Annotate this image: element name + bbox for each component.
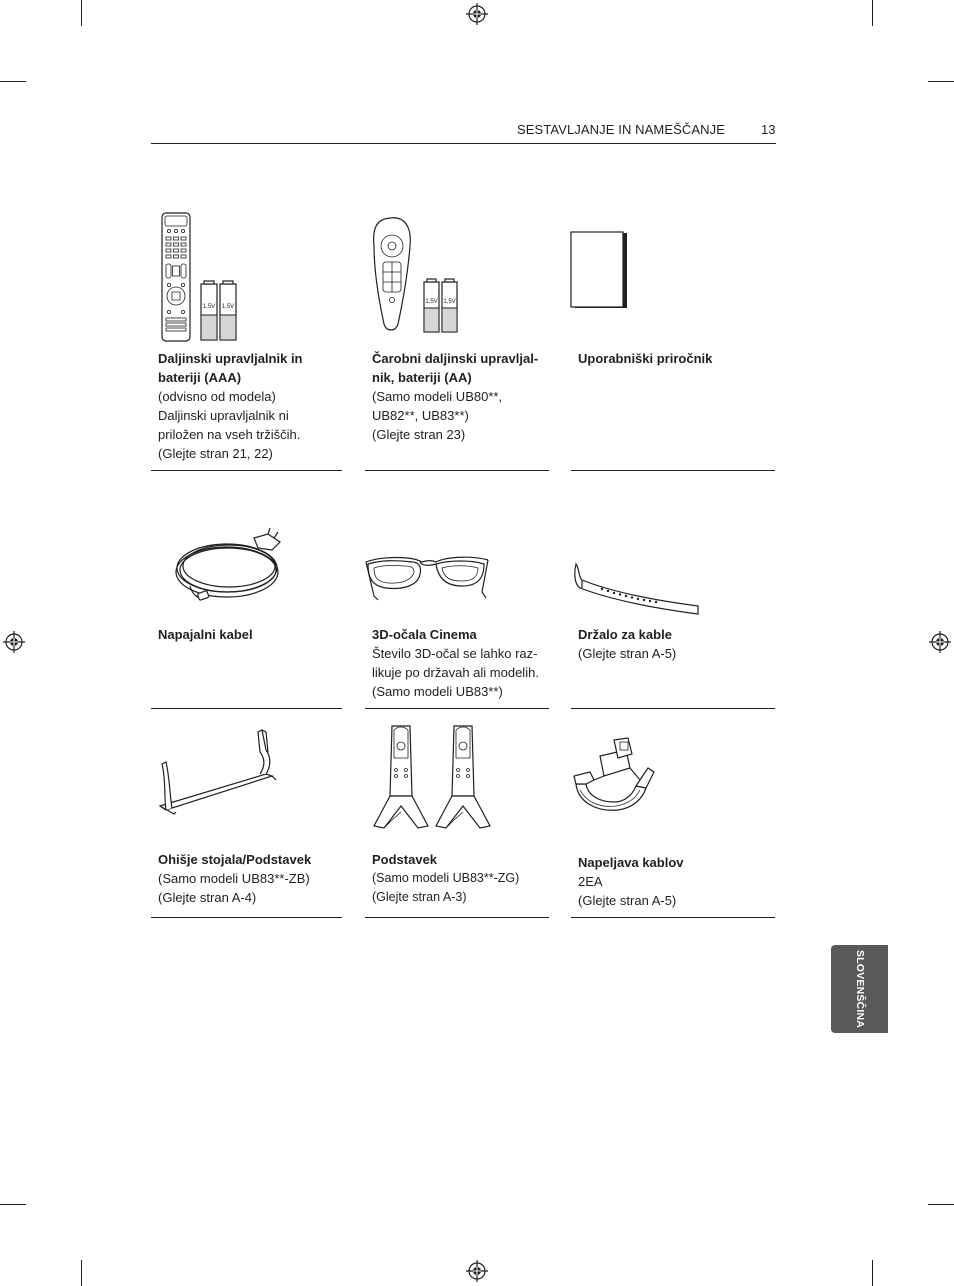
3d-glasses-icon xyxy=(362,548,492,606)
item-rule xyxy=(571,917,775,918)
header-rule xyxy=(151,143,776,144)
item-rule xyxy=(365,708,549,709)
battery-label: 1,5V xyxy=(202,304,216,310)
crop-mark xyxy=(928,81,954,82)
item-description: (Samo modeli UB80**, UB82**, UB83**) (Glejte stran 23) xyxy=(372,389,503,442)
item-caption xyxy=(372,625,552,701)
item-rule xyxy=(571,708,775,709)
crop-mark xyxy=(872,0,873,26)
item-title: 3D-očala Cinema xyxy=(372,627,477,642)
manual-book-icon xyxy=(570,231,630,311)
item-title: Podstavek xyxy=(372,852,438,867)
section-title: SESTAVLJANJE IN NAMEŠČANJE xyxy=(517,122,725,137)
page-header xyxy=(0,122,954,142)
item-title: Daljinski upravljalnik in bateriji (AAA) xyxy=(158,351,303,385)
item-rule xyxy=(571,470,775,471)
battery-label: 1,5V xyxy=(221,304,235,310)
item-description: (Samo modeli UB83**-ZB) (Glejte stran A-4) xyxy=(158,871,310,905)
language-tab-label: SLOVENŠČINA xyxy=(853,949,866,1029)
item-title: Napajalni kabel xyxy=(158,627,253,642)
item-title: Čarobni daljinski upravljal- nik, bateriji (AA) xyxy=(372,351,539,385)
language-tab xyxy=(831,945,888,1033)
item-description: (Samo modeli UB83**-ZG) (Glejte stran A-3) xyxy=(372,871,520,904)
battery-label: 1,5V xyxy=(425,299,438,305)
remote-control-icon xyxy=(160,212,240,344)
crop-mark xyxy=(928,1204,954,1205)
crop-mark xyxy=(0,81,26,82)
item-title: Držalo za kable xyxy=(578,627,672,642)
item-title: Ohišje stojala/Podstavek xyxy=(158,852,312,867)
item-caption xyxy=(578,853,758,910)
item-title: Uporabniški priročnik xyxy=(578,351,713,366)
stand-body-icon xyxy=(156,728,280,818)
item-description: (odvisno od modela) Daljinski upravljalnik ni priložen na vseh tržiščih. (Glejte stran 21, 22) xyxy=(158,389,301,461)
item-title: Napeljava kablov xyxy=(578,855,684,870)
item-rule xyxy=(151,708,342,709)
item-rule xyxy=(151,917,342,918)
item-description: 2EA (Glejte stran A-5) xyxy=(578,874,677,908)
item-caption xyxy=(158,625,338,644)
item-description: Število 3D-očal se lahko raz- likuje po državah ali modelih. (Samo modeli UB83**) xyxy=(372,646,539,699)
crop-mark xyxy=(872,1260,873,1286)
registration-mark-icon xyxy=(3,631,25,653)
cable-management-icon xyxy=(570,736,660,818)
registration-mark-icon xyxy=(929,631,951,653)
battery-label: 1,5V xyxy=(443,299,456,305)
registration-mark-icon xyxy=(466,1260,488,1282)
item-caption xyxy=(578,349,758,368)
item-caption xyxy=(158,850,338,907)
crop-mark xyxy=(0,1204,26,1205)
registration-mark-icon xyxy=(466,3,488,25)
item-description: (Glejte stran A-5) xyxy=(578,646,677,661)
item-caption xyxy=(372,349,552,444)
item-caption xyxy=(158,349,338,463)
magic-remote-icon xyxy=(374,216,464,334)
crop-mark xyxy=(81,1260,82,1286)
item-caption xyxy=(578,625,758,663)
power-cord-icon xyxy=(172,528,292,606)
crop-mark xyxy=(81,0,82,26)
item-rule xyxy=(365,470,549,471)
item-caption xyxy=(372,850,552,907)
cable-holder-icon xyxy=(572,562,702,616)
item-rule xyxy=(365,917,549,918)
stand-feet-icon xyxy=(370,722,494,832)
page-number: 13 xyxy=(761,122,776,137)
item-rule xyxy=(151,470,342,471)
